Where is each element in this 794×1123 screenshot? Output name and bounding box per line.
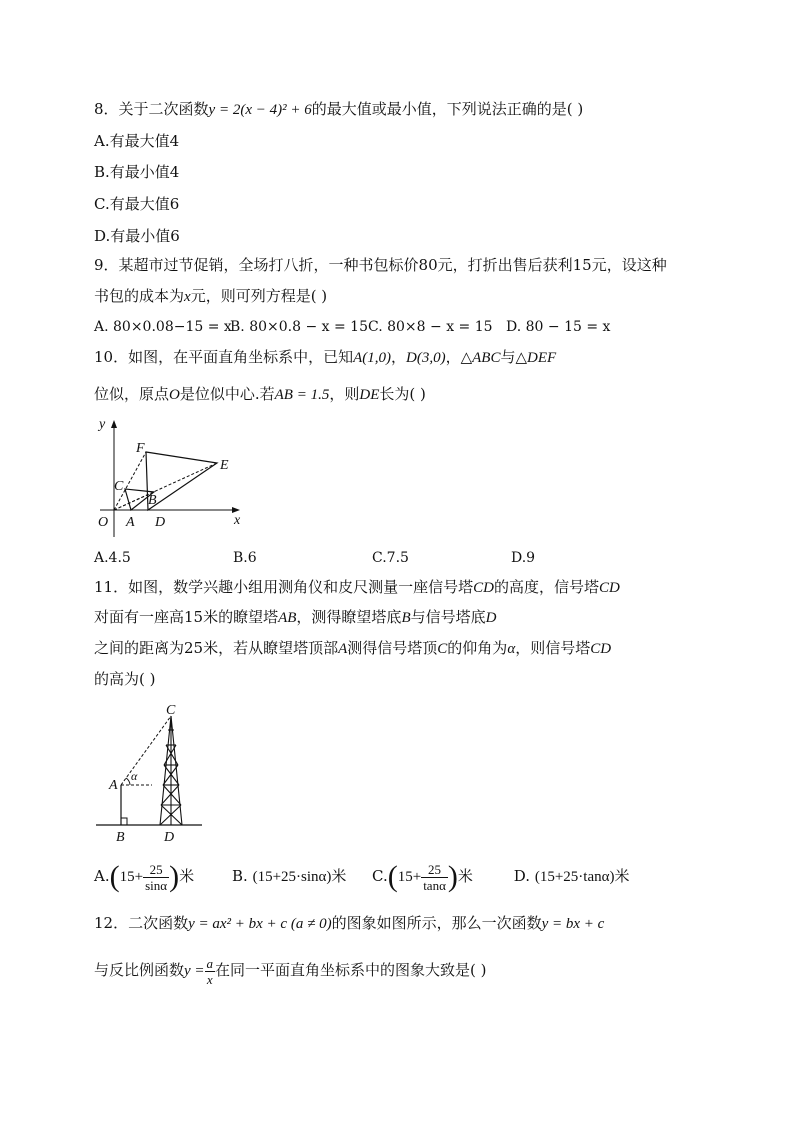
q10-line1-b: ， (445, 348, 461, 366)
q11-d: D (485, 610, 497, 626)
q11-stem-line1 (94, 577, 620, 598)
q11-line3-b: 测得信号塔顶 (347, 639, 438, 657)
q11-label-c: C (166, 703, 176, 718)
q10-option-a: A.4.5 (94, 550, 131, 566)
q10-de: DE (359, 387, 380, 403)
q11-label-alpha: α (131, 769, 138, 783)
q11-alpha: α (507, 641, 516, 657)
q11-cd-1: CD (473, 580, 494, 596)
q10-label-b: B (148, 493, 157, 508)
q10-option-b: B.6 (233, 550, 257, 566)
q11-option-d (509, 867, 629, 885)
q11-option-b-text: (15+25·sinα) (252, 869, 332, 885)
q11-option-a-num: 25 (143, 862, 169, 878)
q10-line1-a: 10．如图，在平面直角坐标系中，已知 (94, 348, 354, 366)
q9-line2-b: 元，则可列方程是( ) (190, 287, 328, 305)
q9-stem-line1: 9．某超市过节促销，全场打八折，一种书包标价80元，打折出售后获利15元，设这种 (94, 256, 667, 274)
q10-triangle-def-shape (146, 452, 217, 510)
q11-line1-a: 11．如图，数学兴趣小组用测角仪和皮尺测量一座信号塔 (94, 578, 474, 596)
q11-angle-arc (126, 778, 130, 785)
q12-line1-a: 12．二次函数 (94, 914, 189, 932)
q8-stem (94, 99, 583, 120)
q11-line2-a: 对面有一座高15米的瞭望塔 (94, 608, 279, 626)
q8-option-c: C.有最大值6 (94, 195, 180, 213)
q12-linear: y = bx + c (541, 916, 605, 932)
q11-option-c: C.(15+ $\frac{25}{\tan\alpha}$ )米 (372, 860, 473, 893)
q11-option-d-unit: 米 (614, 867, 630, 885)
q9-stem-line2 (94, 286, 327, 307)
q11-label-d: D (164, 830, 175, 845)
q8-option-d: D.有最小值6 (94, 227, 180, 245)
q10-line2-d: 长为( ) (379, 385, 426, 403)
q10-stem-line2 (94, 384, 426, 405)
q11-cd-3: CD (590, 641, 612, 657)
q10-option-c: C.7.5 (372, 550, 409, 566)
q11-option-a: A.(15+ $\frac{25}{\sin\alpha}$ )米 (94, 860, 195, 893)
q10-point-a: A(1,0) (353, 350, 391, 366)
q10-y-arrow (111, 420, 117, 428)
q8-option-a: A.有最大值4 (94, 132, 180, 150)
q12-quadratic: y = ax² + bx + c (a ≠ 0) (188, 916, 332, 932)
q10-triangle-def: △DEF (515, 350, 557, 366)
q10-line2-c: ，则 (329, 385, 360, 403)
q10-label-o: O (98, 515, 109, 530)
q12-numerator: a (206, 955, 214, 971)
q9-option-a: A. 80×0.08−15 = x (94, 319, 232, 335)
q11-line3-c: 的仰角为 (447, 639, 508, 657)
q10-options (94, 548, 535, 568)
q12-line1-b: 的图象如图所示，那么一次函数 (331, 914, 542, 932)
q11-label-b: B (116, 830, 125, 845)
q11-ab: AB (278, 610, 297, 626)
q11-option-a-unit: 米 (179, 867, 195, 885)
q11-right-angle (121, 818, 127, 825)
q11-option-d-text: (15+25·tanα) (534, 869, 615, 885)
q9-options (94, 317, 610, 337)
q10-stem-line1 (94, 347, 556, 368)
q8-option-b: B.有最小值4 (94, 163, 180, 181)
q11-option-b-label: B. (232, 867, 248, 885)
q11-a: A (338, 641, 348, 657)
q11-option-c-den: tanα (423, 877, 446, 893)
q11-c: C (437, 641, 448, 657)
q12-line2-a: 与反比例函数 (94, 961, 185, 979)
q9-variable: x (184, 289, 191, 305)
q10-figure (90, 412, 250, 542)
q11-option-c-unit: 米 (457, 867, 473, 885)
q11-line2-b: ，测得瞭望塔底 (296, 608, 402, 626)
q11-stem-line2 (94, 607, 496, 628)
q11-label-a: A (109, 778, 118, 793)
q8-prefix: 8．关于二次函数 (94, 100, 209, 118)
q10-ab: AB = 1.5 (274, 387, 330, 403)
q10-label-a: A (126, 515, 135, 530)
q11-option-a-den: sinα (145, 877, 168, 893)
q12-line2-b: 在同一平面直角坐标系中的图象大致是( ) (215, 961, 487, 979)
q12-y-eq: y = (184, 963, 205, 979)
q10-triangle-abc: △ABC (460, 350, 501, 366)
q10-label-f: F (136, 441, 145, 456)
q11-option-c-label: C. (372, 867, 388, 885)
q10-label-d: D (155, 515, 166, 530)
q10-option-d: D.9 (511, 550, 536, 566)
q8-suffix: 的最大值或最小值，下列说法正确的是( ) (311, 100, 584, 118)
q11-figure (94, 700, 214, 845)
q11-option-a-label: A. (94, 867, 110, 885)
q11-line1-b: 的高度，信号塔 (493, 578, 599, 596)
q11-option-b-unit: 米 (331, 867, 347, 885)
q10-line2-b: 是位似中心.若 (179, 385, 275, 403)
q12-denominator: x (206, 971, 213, 987)
q11-sight-line (121, 716, 171, 785)
q12-stem-line2 (94, 950, 487, 990)
q11-line3-d: ，则信号塔 (515, 639, 591, 657)
q11-option-c-num: 25 (421, 862, 448, 878)
q11-option-a-pre: 15+ (119, 869, 144, 885)
q11-stem-line4: 的高为( ) (94, 670, 156, 688)
q11-stem-line3 (94, 638, 611, 659)
q10-label-y: y (99, 417, 106, 432)
q10-label-x: x (234, 513, 241, 528)
q11-option-c-pre: 15+ (397, 869, 422, 885)
q10-label-c: C (114, 479, 124, 494)
q11-line2-c: 与信号塔底 (410, 608, 486, 626)
q9-option-c: C. 80×8 − x = 15 (368, 319, 493, 335)
q11-signal-tower (160, 716, 182, 825)
q10-line2-a: 位似，原点 (94, 385, 170, 403)
q11-option-b (232, 856, 372, 897)
q10-label-e: E (220, 458, 229, 473)
q10-sep: ， (391, 348, 407, 366)
q11-options (94, 856, 629, 896)
q10-and: 与 (500, 348, 516, 366)
q10-point-d: D(3,0) (406, 350, 446, 366)
q11-cd-2: CD (598, 580, 620, 596)
q11-option-d-label: D. (513, 867, 531, 885)
q8-formula: y = 2(x − 4)² + 6 (208, 102, 312, 118)
q12-stem-line1 (94, 913, 604, 934)
q11-line3-a: 之间的距离为25米，若从瞭望塔顶部 (94, 639, 339, 657)
q11-b: B (401, 610, 411, 626)
q9-option-b: B. 80×0.8 − x = 15 (230, 319, 368, 335)
q9-line2-a: 书包的成本为 (94, 287, 185, 305)
q9-option-d: D. 80 − 15 = x (506, 319, 611, 335)
q10-origin: O (169, 387, 180, 403)
